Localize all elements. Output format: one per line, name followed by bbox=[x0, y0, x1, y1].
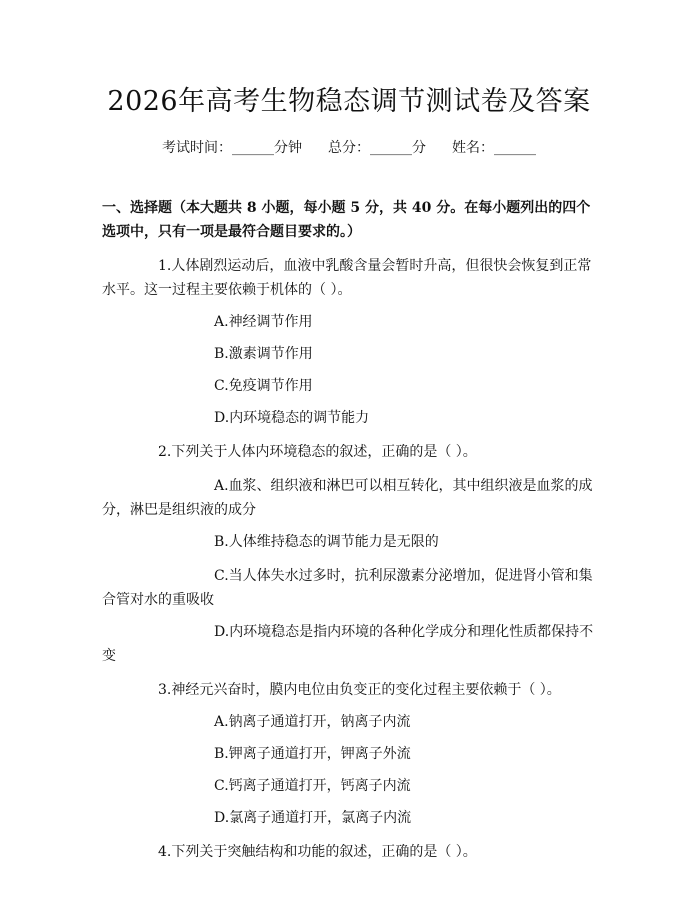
question-stem: 人体剧烈运动后，血液中乳酸含量会暂时升高，但很快会恢复到正常水平。这一过程主要依赖于机体的（ ）。 bbox=[102, 258, 592, 298]
option-text: 人体维持稳态的调节能力是无限的 bbox=[228, 534, 439, 550]
question-stem: 下列关于突触结构和功能的叙述，正确的是（ ）。 bbox=[171, 844, 477, 860]
option-text: 内环境稳态的调节能力 bbox=[229, 410, 370, 426]
option-text: 钠离子通道打开，钠离子内流 bbox=[228, 714, 411, 730]
time-label: 考试时间：______分钟 bbox=[162, 140, 302, 156]
q1-option-c bbox=[102, 374, 596, 398]
option-text: 钾离子通道打开，钾离子外流 bbox=[228, 746, 411, 762]
question-number: 4. bbox=[158, 844, 172, 860]
option-letter: D. bbox=[214, 410, 230, 426]
option-letter: A. bbox=[214, 314, 229, 330]
option-letter: B. bbox=[214, 534, 229, 550]
section-heading: 一、选择题（本大题共 8 小题，每小题 5 分，共 40 分。在每小题列出的四个选项中，只有一项是最符合题目要求的。） bbox=[102, 200, 591, 240]
option-text: 氯离子通道打开，氯离子内流 bbox=[229, 810, 412, 826]
option-text: 血浆、组织液和淋巴可以相互转化，其中组织液是血浆的成分，淋巴是组织液的成分 bbox=[102, 478, 593, 518]
name-label: 姓名：______ bbox=[452, 140, 536, 156]
question-3 bbox=[102, 678, 596, 702]
option-letter: B. bbox=[214, 746, 229, 762]
q3-option-d bbox=[102, 806, 596, 830]
q1-option-d bbox=[102, 406, 596, 430]
score-label: 总分：______分 bbox=[328, 140, 426, 156]
question-number: 1. bbox=[158, 258, 172, 274]
exam-meta bbox=[102, 138, 596, 158]
option-letter: C. bbox=[214, 568, 229, 584]
option-text: 免疫调节作用 bbox=[228, 378, 313, 394]
option-text: 内环境稳态是指内环境的各种化学成分和理化性质都保持不变 bbox=[102, 624, 594, 664]
q2-option-d bbox=[102, 620, 596, 668]
option-letter: B. bbox=[214, 346, 229, 362]
option-text: 当人体失水过多时，抗利尿激素分泌增加，促进肾小管和集合管对水的重吸收 bbox=[102, 568, 593, 608]
q2-option-a bbox=[102, 474, 596, 522]
question-stem: 下列关于人体内环境稳态的叙述，正确的是（ ）。 bbox=[171, 444, 477, 460]
q3-option-c bbox=[102, 774, 596, 798]
option-letter: C. bbox=[214, 778, 229, 794]
option-letter: A. bbox=[214, 714, 229, 730]
question-1 bbox=[102, 254, 596, 302]
option-letter: A. bbox=[214, 478, 229, 494]
question-4 bbox=[102, 840, 596, 864]
option-letter: D. bbox=[214, 810, 230, 826]
option-letter: C. bbox=[214, 378, 229, 394]
q3-option-a bbox=[102, 710, 596, 734]
question-number: 2. bbox=[158, 444, 172, 460]
q1-option-a bbox=[102, 310, 596, 334]
q2-option-c bbox=[102, 564, 596, 612]
question-stem: 神经元兴奋时，膜内电位由负变正的变化过程主要依赖于（ ）。 bbox=[171, 682, 561, 698]
q1-option-b bbox=[102, 342, 596, 366]
exam-title: 2026年高考生物稳态调节测试卷及答案 bbox=[107, 86, 591, 117]
q2-option-b bbox=[102, 530, 596, 554]
option-text: 钙离子通道打开，钙离子内流 bbox=[228, 778, 411, 794]
option-text: 激素调节作用 bbox=[228, 346, 313, 362]
option-letter: D. bbox=[214, 624, 230, 640]
question-number: 3. bbox=[158, 682, 172, 698]
option-text: 神经调节作用 bbox=[228, 314, 313, 330]
q3-option-b bbox=[102, 742, 596, 766]
question-2 bbox=[102, 440, 596, 464]
